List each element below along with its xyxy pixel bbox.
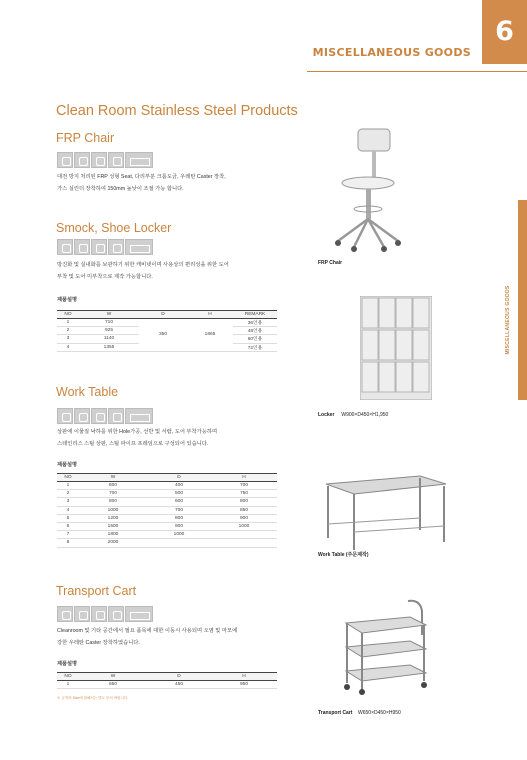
- frp-icon: [91, 408, 107, 424]
- pcb-icon: [125, 606, 153, 622]
- dust-icon: [108, 408, 124, 424]
- work-table-image: [320, 472, 450, 552]
- table-row: 2 700 500 750: [57, 490, 277, 498]
- frp-chair-feature-icons: [57, 152, 153, 168]
- frp-icon: [91, 152, 107, 168]
- table-row: 1 710 350 1865 36인용: [57, 319, 277, 327]
- cleanroom-icon: [57, 606, 73, 622]
- pcb-icon: [125, 239, 153, 255]
- table-row: 1 650 450 950: [57, 681, 277, 689]
- shoe-locker-spec-table: [57, 310, 277, 352]
- cleanroom-icon: [57, 239, 73, 255]
- transport-cart-feature-icons: [57, 606, 153, 622]
- locker-image: [360, 296, 432, 400]
- col-header: D: [147, 474, 211, 482]
- shoe-locker-description: 방진화 및 실내화를 보관하기 위한 캐비넷이며 사용상의 편리성을 위한 도어 부착 및 도어 미부착으로 제작 가능합니다.: [57, 262, 229, 280]
- page-title: Clean Room Stainless Steel Products: [56, 103, 298, 119]
- col-header: NO: [57, 474, 79, 482]
- col-header: NO: [57, 311, 79, 319]
- antistatic-icon: [74, 152, 90, 168]
- transport-cart-caption: Transport Cart W650×D450×H950: [318, 710, 401, 716]
- frp-chair-caption: FRP Chair: [318, 260, 343, 266]
- work-table-feature-icons: [57, 408, 153, 424]
- frp-chair-image: [328, 123, 408, 253]
- table-row: 7 1800 1000: [57, 531, 277, 539]
- col-header: W: [79, 673, 147, 681]
- antistatic-icon: [74, 606, 90, 622]
- table-row: 8 2000: [57, 539, 277, 547]
- locker-caption: Locker W900×D450×H1,950: [318, 412, 389, 418]
- col-header: W: [79, 311, 139, 319]
- dust-icon: [108, 239, 124, 255]
- work-table-caption: Work Table (주문제작): [318, 552, 369, 558]
- chapter-tab: 6: [482, 0, 527, 64]
- col-header: NO: [57, 673, 79, 681]
- col-header: REMARK: [233, 311, 277, 319]
- col-header: H: [211, 673, 277, 681]
- transport-cart-title: Transport Cart: [56, 584, 137, 598]
- pcb-icon: [125, 152, 153, 168]
- transport-cart-spec-table: [57, 672, 277, 689]
- transport-cart-image: [340, 595, 430, 695]
- shoe-locker-feature-icons: [57, 239, 153, 255]
- table-row: 4 1000 700 850: [57, 506, 277, 514]
- shoe-locker-title: Smock, Shoe Locker: [56, 221, 172, 235]
- col-header: D: [139, 311, 187, 319]
- shared-height: 1865: [187, 319, 233, 352]
- col-header: W: [79, 474, 147, 482]
- cleanroom-icon: [57, 408, 73, 424]
- table-row: 1 600 400 700: [57, 482, 277, 490]
- frp-icon: [91, 606, 107, 622]
- table-row: 3 1140 60인용: [57, 335, 277, 343]
- antistatic-icon: [74, 239, 90, 255]
- frp-chair-description: 대전 방지 처리된 FRP 성형 Seat, 다리부분 크롬도금, 우레탄 Caster 장착, 가스 실린더 장착하여 150mm 높낮이 조절 가능 합니다.: [57, 174, 226, 192]
- table-row: 3 800 600 800: [57, 498, 277, 506]
- work-table-description: 상판에 이물질 낙하를 위한 Hole가공, 선반 및 서랍, 도어 부착가능하며 스테인리스 스틸 상판, 스틸 파이프 프레임으로 구성되어 있습니다.: [57, 429, 218, 447]
- side-tab-bar: [518, 200, 527, 400]
- section-label: MISCELLANEOUS GOODS: [312, 46, 471, 59]
- col-header: D: [147, 673, 211, 681]
- shared-depth: 350: [139, 319, 187, 352]
- size-note: ※ 규격외 Size에 대해서는 별도 문의 바랍니다.: [57, 696, 129, 700]
- frp-chair-title: FRP Chair: [56, 131, 115, 145]
- table-row: 5 1200 800 900: [57, 514, 277, 522]
- frp-icon: [91, 239, 107, 255]
- table-row: 6 1500 900 1000: [57, 522, 277, 530]
- header-divider: [307, 71, 527, 72]
- transport-cart-spec-label: 제품설명: [57, 661, 78, 667]
- work-table-title: Work Table: [56, 385, 119, 399]
- cleanroom-icon: [57, 152, 73, 168]
- dust-icon: [108, 606, 124, 622]
- antistatic-icon: [74, 408, 90, 424]
- col-header: H: [211, 474, 277, 482]
- col-header: H: [187, 311, 233, 319]
- table-row: 4 1355 72인용: [57, 343, 277, 351]
- work-table-spec-table: [57, 473, 277, 548]
- work-table-spec-label: 제품설명: [57, 462, 78, 468]
- table-row: 2 925 48인용: [57, 327, 277, 335]
- pcb-icon: [125, 408, 153, 424]
- shoe-locker-spec-label: 제품설명: [57, 297, 78, 303]
- transport-cart-description: Cleanroom 및 기타 공간에서 필요 품목에 대한 이동시 사용되며 오염 및 마모에 강한 우레탄 Caster 장착하였습니다.: [57, 628, 238, 646]
- dust-icon: [108, 152, 124, 168]
- side-label: MISCELLANEOUS GOODS: [505, 285, 511, 355]
